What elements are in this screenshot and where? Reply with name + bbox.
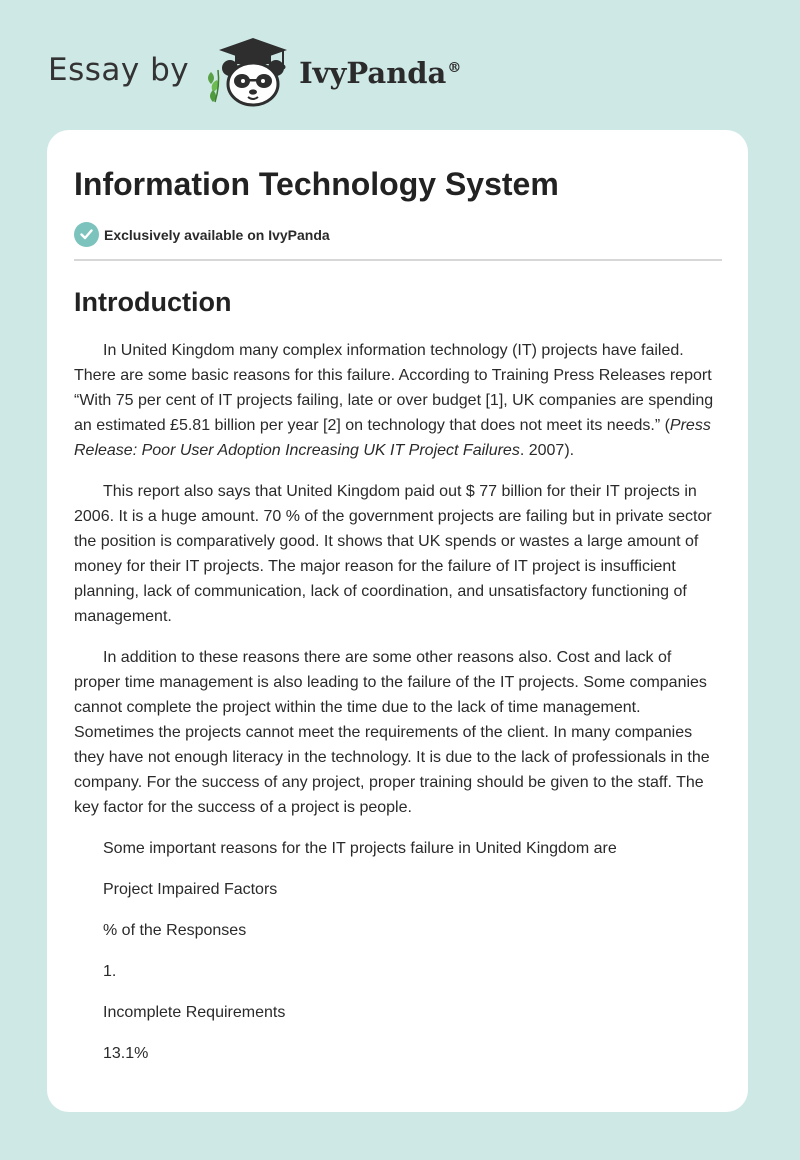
- paragraph-1-citation: Press Release: Poor User Adoption Increasing UK IT Project Failures: [74, 417, 711, 459]
- exclusive-badge: [74, 222, 722, 247]
- panda-logo-icon[interactable]: [203, 36, 295, 108]
- title-divider: [74, 259, 722, 261]
- paragraph-1-end: . 2007).: [519, 442, 575, 459]
- table-header-factors: Project Impaired Factors: [103, 881, 278, 898]
- paragraph-2: This report also says that United Kingdom paid out $ 77 billion for their IT projects in 2006. It is a huge amount. 70 % of the government projects are failing but in private sector the position is comparatively good. It shows that UK spends or wastes a large amount of money for their IT projects. The major reason for the failure of IT project is insufficient planning, lack of communication, lack of coordination, and unsatisfactory functioning of management.: [74, 483, 712, 625]
- reasons-intro-line: Some important reasons for the IT projects failure in United Kingdom are: [103, 840, 617, 857]
- table-row-value: 13.1%: [103, 1045, 149, 1062]
- table-row-number: 1.: [103, 963, 117, 980]
- essay-title: Information Technology System: [74, 166, 559, 202]
- site-header: [48, 36, 461, 108]
- table-header-responses: % of the Responses: [103, 922, 247, 939]
- essay-card: [47, 130, 748, 1112]
- registered-mark: ®: [447, 60, 462, 77]
- checkmark-icon: [74, 222, 99, 247]
- paragraph-3: In addition to these reasons there are some other reasons also. Cost and lack of proper time management is also leading to the failure of the IT projects. Some companies cannot complete the project within the time due to the lack of time management. Sometimes the projects cannot meet the requirements of the client. In many companies they have not enough literacy in the technology. It is due to the lack of professionals in the company. For the success of any project, proper training should be given to the staff. The key factor for the success of a project is people.: [74, 649, 710, 816]
- brand-name[interactable]: [299, 56, 461, 90]
- exclusive-badge-label: Exclusively available on IvyPanda: [104, 226, 330, 243]
- section-heading-introduction: Introduction: [74, 287, 232, 317]
- table-row-factor: Incomplete Requirements: [103, 1004, 286, 1021]
- brand-name-text: IvyPanda: [299, 56, 447, 90]
- paragraph-1-text: In United Kingdom many complex information technology (IT) projects have failed. There are some basic reasons for this failure. According to Training Press Releases report “With 75 per cent of IT projects failing, late or over budget [1], UK companies are spending an estimated £5.81 billion per year [2] on technology that does not meet its needs.” (: [74, 342, 714, 434]
- paragraph-1: [74, 338, 722, 463]
- brand-prefix: Essay by: [48, 52, 190, 88]
